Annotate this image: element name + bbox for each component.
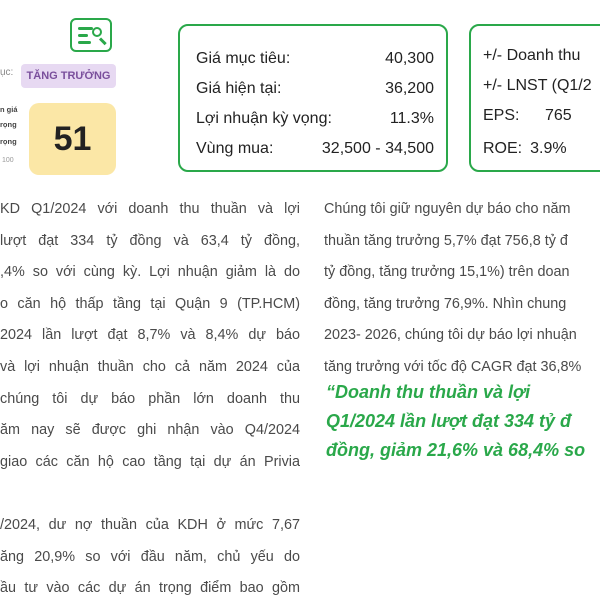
left-text-column — [0, 194, 300, 605]
metrics-box — [469, 24, 600, 172]
quote-line: “Doanh thu thuần và lợi — [326, 382, 531, 402]
valuation-value: 32,500 - 34,500 — [321, 140, 434, 157]
paragraph-line: KD Q1/2024 với doanh thu thuần và lợi — [0, 201, 300, 217]
valuation-box — [178, 24, 448, 172]
side-label: rọng — [0, 120, 17, 129]
valuation-row — [196, 136, 434, 162]
valuation-label: Vùng mua: — [196, 140, 274, 157]
pull-quote — [326, 378, 585, 465]
valuation-value: 36,200 — [385, 80, 434, 97]
metric-value: 3.9% — [530, 140, 567, 157]
valuation-label: Giá hiện tại: — [196, 80, 282, 97]
valuation-row — [196, 46, 434, 72]
quote-line: Q1/2024 lần lượt đạt 334 tỷ đ — [326, 411, 572, 431]
paragraph-line: ầu tư vào các dự án trọng điểm bao gồm — [0, 580, 300, 597]
valuation-value: 40,300 — [385, 50, 434, 67]
paragraph-line: /2024, dư nợ thuần của KDH ở mức 7,67 — [0, 516, 300, 533]
paragraph-line: ăm nay sẽ được ghi nhận vào Q4/2024 — [0, 422, 300, 439]
metric-label: +/- LNST (Q1/2 — [483, 77, 592, 94]
report-search-icon — [70, 18, 112, 52]
right-text-column — [324, 194, 600, 384]
paragraph-line: đồng, tăng trưởng 76,9%. Nhìn chung — [324, 295, 567, 312]
paragraph-line: thuần tăng trưởng 5,7% đạt 756,8 tỷ đ — [324, 232, 568, 249]
side-label: n giá — [0, 105, 18, 114]
valuation-row — [196, 76, 434, 102]
paragraph-line: giao các căn hộ cao tầng tại dự án Privia — [0, 453, 300, 470]
metric-row — [483, 103, 572, 129]
metric-row — [483, 43, 580, 69]
paragraph-line: 2024 lần lượt đạt 8,7% và 8,4% dự báo — [0, 327, 300, 344]
valuation-value: 11.3% — [389, 110, 434, 127]
paragraph-line: tỷ đồng, tăng trưởng 15,1%) trên doan — [324, 264, 570, 281]
metric-label: ROE: — [483, 140, 523, 157]
valuation-label: Lợi nhuận kỳ vọng: — [196, 110, 332, 127]
tag-label-prefix: ục: — [0, 67, 14, 78]
metric-row — [483, 136, 567, 162]
score-scale-max: 100 — [2, 157, 14, 164]
quote-line: đồng, giảm 21,6% và 68,4% so — [326, 440, 586, 460]
side-label: rọng — [0, 137, 17, 146]
metric-label: EPS: — [483, 107, 520, 124]
growth-badge: TĂNG TRƯỞNG — [21, 64, 116, 88]
metric-value: 765 — [545, 107, 572, 124]
paragraph-line: lượt đạt 334 tỷ đồng và 63,4 tỷ đồng, — [0, 232, 300, 249]
paragraph-line: và lợi nhuận thuần cho cả năm 2024 của — [0, 358, 300, 375]
valuation-row — [196, 106, 434, 132]
paragraph-line — [0, 478, 300, 510]
paragraph-line: o căn hộ thấp tầng tại Quận 9 (TP.HCM) — [0, 295, 300, 312]
metric-row — [483, 73, 592, 99]
paragraph-line: ,4% so với cùng kỳ. Lợi nhuận giảm là do — [0, 264, 300, 281]
paragraph-line: tăng trưởng với tốc độ CAGR đạt 36,8% — [324, 358, 582, 375]
metric-label: +/- Doanh thu — [483, 47, 581, 64]
paragraph-line: chúng tôi dự báo phần lớn doanh thu — [0, 390, 300, 407]
valuation-label: Giá mục tiêu: — [196, 50, 291, 67]
paragraph-line: Chúng tôi giữ nguyên dự báo cho năm — [324, 201, 571, 217]
paragraph-line: 2023- 2026, chúng tôi dự báo lợi nhuận — [324, 327, 577, 344]
paragraph-line: ăng 20,9% so với đầu năm, chủ yếu do — [0, 548, 300, 565]
score-value: 51 — [29, 103, 116, 175]
